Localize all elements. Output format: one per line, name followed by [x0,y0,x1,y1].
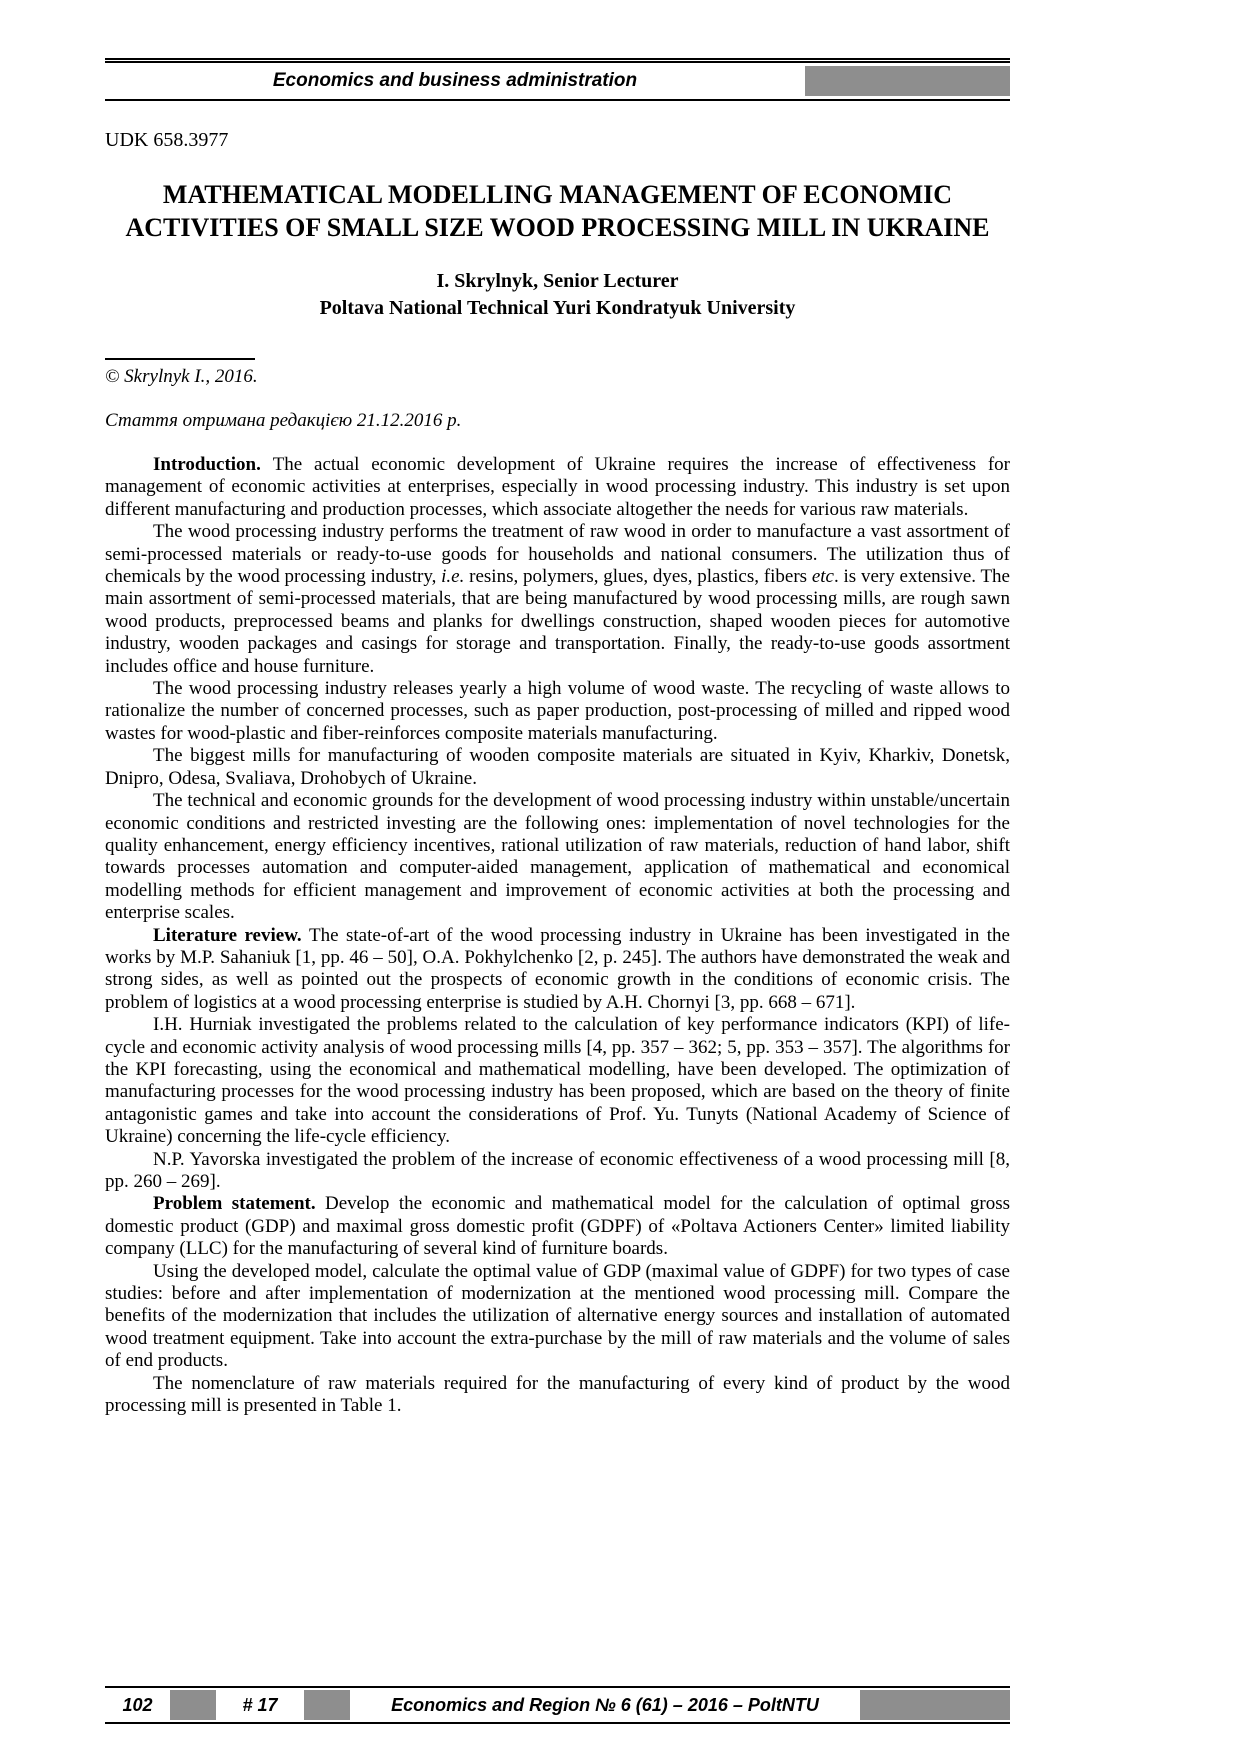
paragraph [105,1149,1010,1194]
journal-title: Economics and Region № 6 (61) – 2016 – PoltNTU [391,1694,819,1715]
paragraph-text: Develop the economic and mathematical model for the calculation of optimal gross domestic product (GDP) and maximal gross domestic profit (GDPF) of «Poltava Actioners Center» limited liability company (LLC) for the manufacturing of several kind of furniture boards. [105,1193,1011,1260]
paragraph-lead: Introduction. [153,454,273,475]
copyright-rule [105,358,255,360]
author-block [105,268,1010,322]
running-title: Economics and business administration [272,70,638,91]
paragraph-text: The technical and economic grounds for the development of wood processing industry within unstable/uncertain economic conditions and restricted investing are the following ones: implementation of novel technologies for the quality enhancement, energy efficiency incentives, rational utilization of raw materials, reduction of hand labor, shift towards processes automation and computer-aided management, application of mathematical and economical modelling methods for efficient management and improvement of economic activities at both the processing and enterprise scales. [105,790,1010,924]
author-line: I. Skrylnyk, Senior Lecturer [436,270,679,292]
affiliation-line: Poltava National Technical Yuri Kondratyuk University [319,297,796,319]
paragraph-text: The nomenclature of raw materials required for the manufacturing of every kind of product by the wood processing mill is presented in Table 1. [105,1372,1010,1417]
paragraph-text: The wood processing industry performs the treatment of raw wood in order to manufacture a vast assortment of semi-processed materials or ready-to-use goods for households and national consumers. The utilization thus of chemicals by the wood processing industry, [105,521,1010,588]
paragraph-text: resins, polymers, glues, dyes, plastics, fibers [464,566,812,588]
page-header [105,58,1010,101]
paragraph-text: Using the developed model, calculate the optimal value of GDP (maximal value of GDPF) for two types of case studies: before and after implementation of modernization at the mentioned wood processing mill. Compare the benefits of the modernization that includes the utilization of alternative energy sources and installation of automated wood treatment equipment. Take into account the extra-purchase by the mill of raw materials and the volume of sales of end products. [105,1260,1010,1372]
paragraph [105,678,1010,745]
paragraph-lead: Literature review. [153,924,310,946]
udk-code: UDK 658.3977 [105,129,229,151]
paper-title: MATHEMATICAL MODELLING MANAGEMENT OF ECONOMIC ACTIVITIES OF SMALL SIZE WOOD PROCESSING MILL IN UKRAINE [125,180,990,242]
paragraph-text: The state-of-art of the wood processing industry in Ukraine has been investigated in the works by M.P. Sahaniuk [1, pp. 46 – 50], O.A. Pokhylchenko [2, p. 245]. The authors have demonstrated the weak and strong sides, as well as pointed out the prospects of economic growth in the conditions of economic crisis. The problem of logistics at a wood processing enterprise is studied by A.H. Chornyi [3, pp. 668 – 671]. [105,924,1010,1013]
paragraph-text: I.H. Hurniak investigated the problems related to the calculation of key performance indicators (KPI) of life-cycle and economic activity analysis of wood processing mills [4, pp. 357 – 362; 5, pp. 353 – 357]. The algorithms for the KPI forecasting, using the economical and mathematical modelling, have been developed. The optimization of manufacturing processes for the wood processing industry has been proposed, which are based on the theory of finite antagonistic games and take into account the considerations of Prof. Yu. Tunyts (National Academy of Science of Ukraine) concerning the life-cycle efficiency. [105,1014,1010,1148]
paragraph-text: The biggest mills for manufacturing of wooden composite materials are situated in Kyiv, Kharkiv, Donetsk, Dnipro, Odesa, Svaliava, Drohobych of Ukraine. [105,745,1010,789]
paragraph-text: i.e. [441,566,465,588]
paragraph [105,745,1010,790]
received-note: Стаття отримана редакцією 21.12.2016 р. [105,410,462,431]
paragraph-text: etc [811,566,834,588]
copyright-block [105,358,1010,388]
footer-accent-bar [170,1690,216,1720]
footer-accent-bar [304,1690,350,1720]
paragraph [105,521,1010,678]
page-number: 102 [122,1694,153,1715]
paragraph [105,1193,1010,1260]
paragraph-text: The wood processing industry releases yearly a high volume of wood waste. The recycling of waste allows to rationalize the number of concerned processes, such as paper production, post-processing of milled and ripped wood wastes for wood-plastic and fiber-reinforces composite materials manufacturing. [105,678,1010,744]
copyright-note: © Skrylnyk I., 2016. [105,366,258,387]
paragraph-text: The actual economic development of Ukraine requires the increase of effectiveness for management of economic activities at enterprises, especially in wood processing industry. This industry is set upon different manufacturing and production processes, which associate altogether the needs for various raw materials. [105,454,1010,520]
paragraph [105,1373,1010,1418]
paragraph [105,925,1010,1015]
paragraph [105,454,1010,521]
footer-accent-bar [860,1690,1010,1720]
paragraph-text: . is very extensive. The main assortment of semi-processed materials, that are being manufactured by wood processing mills, are rough sawn wood products, preprocessed beams and planks for dwellings construction, shaped wooden pieces for automotive industry, wooden packages and casings for storage and transportation. Finally, the ready-to-use goods assortment includes office and house furniture. [105,566,1010,677]
page-footer [105,1686,1010,1724]
paragraph [105,790,1010,924]
paragraph [105,1014,1010,1148]
paragraph [105,1261,1010,1373]
footer-band [105,1686,1010,1724]
paragraph-text: N.P. Yavorska investigated the problem of the increase of economic effectiveness of a wood processing mill [8, pp. 260 – 269]. [105,1148,1010,1192]
header-accent-bar [805,66,1010,96]
paragraph-lead: Problem statement. [153,1193,326,1215]
article-body [105,454,1010,1417]
issue-number: # 17 [242,1694,278,1715]
